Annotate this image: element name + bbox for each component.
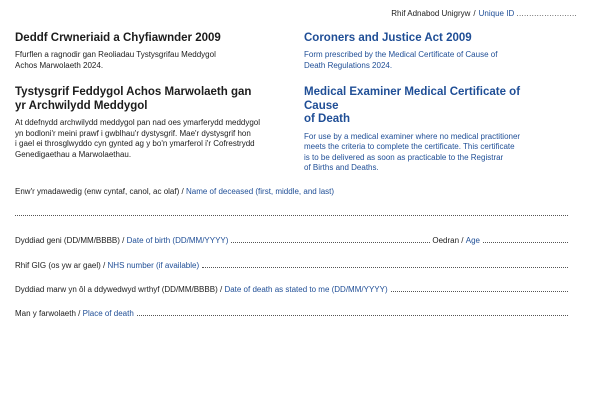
nhs-input-line[interactable] <box>202 260 568 268</box>
separator: / <box>122 236 125 245</box>
english-desc-line4: of Births and Deaths. <box>304 163 379 172</box>
name-label-cy: Enw'r ymadawedig (enw cyntaf, canol, ac olaf) <box>15 187 180 196</box>
welsh-form-note-line1: Ffurflen a ragnodir gan Reoliadau Tystysgrifau Meddygol <box>15 50 216 59</box>
english-cert-block <box>304 86 554 174</box>
dod-input-line[interactable] <box>391 284 568 292</box>
age-input-line[interactable] <box>483 235 568 243</box>
welsh-desc-line4: Genedigaethau a Marwolaethau. <box>15 149 132 159</box>
nhs-label-cy: Rhif GIG (os yw ar gael) <box>15 261 101 270</box>
separator: / <box>219 285 223 294</box>
unique-id-label-en: Unique ID <box>478 9 515 18</box>
name-field-label <box>15 187 568 196</box>
english-act-block <box>304 31 554 71</box>
dob-age-row <box>15 235 568 245</box>
welsh-form-note-line2: Achos Marwolaeth 2024. <box>15 60 104 70</box>
place-label-en: Place of death <box>82 309 134 318</box>
english-form-note-line2: Death Regulations 2024. <box>304 60 393 70</box>
unique-id-header <box>391 9 577 18</box>
welsh-desc-line2: yn bodloni'r meini prawf i gwblhau'r dystysgrif. Mae'r dystysgrif hon <box>15 128 251 138</box>
welsh-desc-line1: At ddefnydd archwilydd meddygol pan nad oes ymarferydd meddygol <box>15 118 261 127</box>
age-label-cy: Oedran <box>432 236 460 245</box>
english-cert-title-line1: Medical Examiner Medical Certificate of Cause <box>304 86 521 112</box>
dob-label-en: Date of birth (DD/MM/YYYY) <box>126 236 229 245</box>
separator: / <box>461 236 464 245</box>
separator: / <box>103 261 106 270</box>
english-form-note-line1: Form prescribed by the Medical Certificate of Cause of <box>304 50 498 59</box>
english-cert-title-line2: of Death <box>304 113 350 125</box>
dod-row <box>15 284 568 294</box>
separator: / <box>473 9 476 18</box>
english-desc-line2: meets the criteria to complete the certificate. This certificate <box>304 142 515 151</box>
dob-input-line[interactable] <box>231 235 430 243</box>
unique-id-field[interactable]: ........................ <box>516 9 577 18</box>
nhs-row <box>15 260 568 270</box>
dob-label-cy: Dyddiad geni (DD/MM/BBBB) <box>15 236 120 245</box>
nhs-label-en: NHS number (if available) <box>107 261 200 270</box>
place-label-cy: Man y farwolaeth <box>15 309 76 318</box>
welsh-cert-block <box>15 86 285 160</box>
age-label-en: Age <box>465 236 480 245</box>
separator: / <box>181 187 184 196</box>
english-desc-line1: For use by a medical examiner where no medical practitioner <box>304 131 521 141</box>
unique-id-label-cy: Rhif Adnabod Unigryw <box>391 9 471 18</box>
english-act-title: Coroners and Justice Act 2009 <box>304 32 472 44</box>
place-input-line[interactable] <box>137 308 568 316</box>
english-desc-line3: is to be delivered as soon as practicable to the Registrar <box>304 152 504 162</box>
welsh-act-title: Deddf Crwneriaid a Chyfiawnder 2009 <box>15 32 221 44</box>
separator: / <box>78 309 81 318</box>
welsh-cert-title-line1: Tystysgrif Feddygol Achos Marwolaeth gan <box>15 86 252 98</box>
welsh-desc-line3: i gael ei throsglwyddo cyn gynted ag y bo'n ymarferol i'r Cofrestrydd <box>15 139 255 148</box>
welsh-cert-title-line2: yr Archwilydd Meddygol <box>15 99 148 112</box>
dod-label-en: Date of death as stated to me (DD/MM/YYYY) <box>224 285 388 294</box>
dod-label-cy: Dyddiad marw yn ôl a ddywedwyd wrthyf (DD/MM/BBBB) <box>15 285 218 294</box>
welsh-act-block <box>15 31 285 71</box>
place-row <box>15 308 568 318</box>
name-input-line[interactable] <box>15 214 568 216</box>
name-label-en: Name of deceased (first, middle, and last) <box>185 187 335 196</box>
